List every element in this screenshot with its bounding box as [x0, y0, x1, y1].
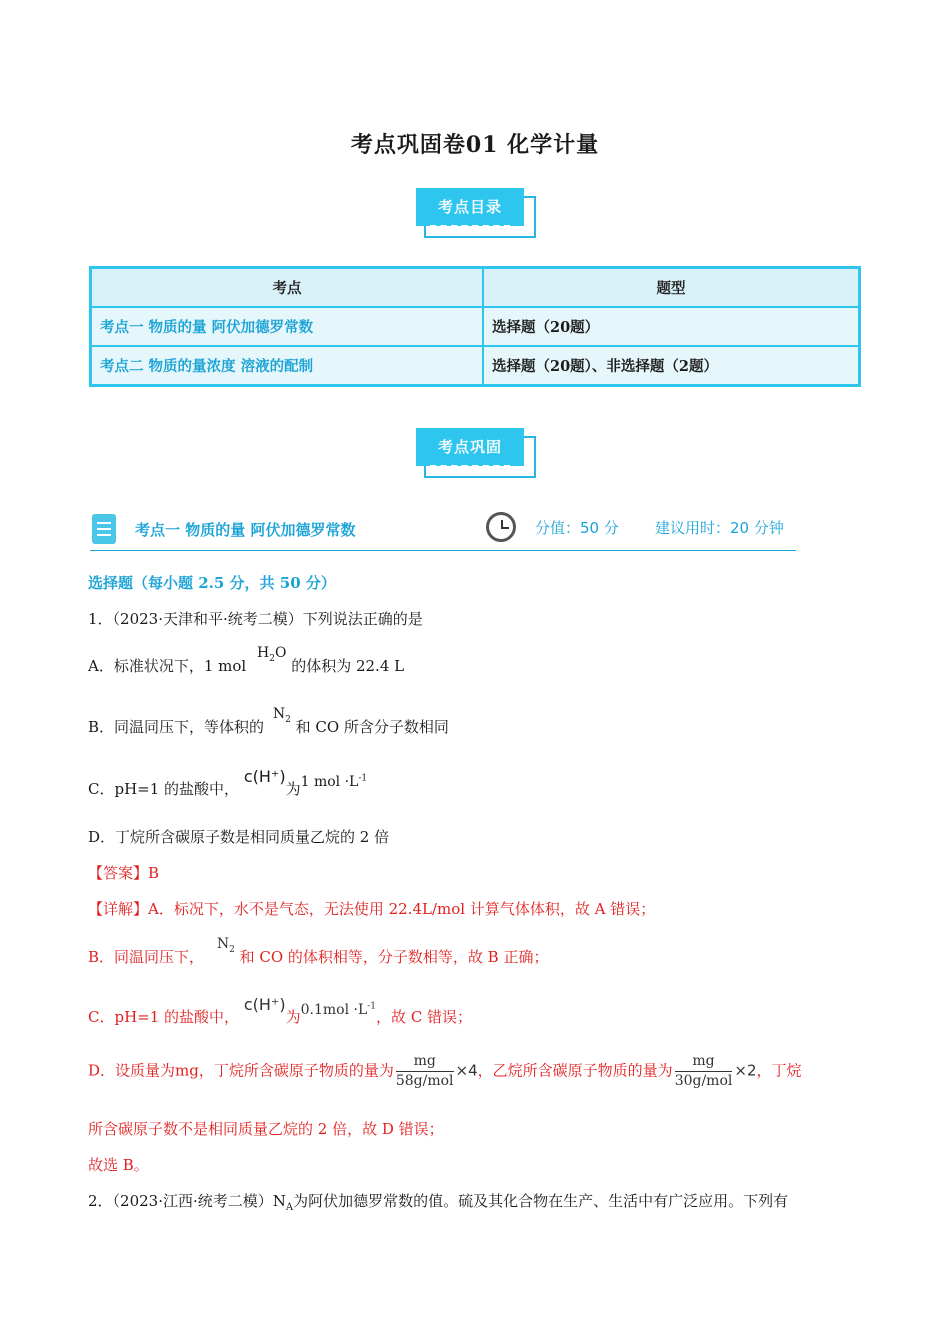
formula-n2 — [272, 706, 291, 725]
section-score: 分值：50 分 — [535, 519, 619, 537]
toc-badge-label: 考点目录 — [416, 188, 524, 226]
answer-label: 【答案】 — [88, 864, 149, 882]
detail-b-text: B．同温同压下， — [88, 948, 205, 966]
toc-header-type: 题型 — [483, 268, 860, 308]
toc-type: 选择题（20题）、非选择题（2题） — [483, 346, 860, 386]
note-icon — [92, 514, 116, 544]
toc-header-point: 考点 — [91, 268, 484, 308]
question-2-tail: 为阿伏加德罗常数的值。硫及其化合物在生产、生活中有广泛应用。下列有 — [293, 1192, 789, 1210]
formula-n2 — [216, 936, 235, 955]
question-2-text: 2．（2023·江西·统考二模）N — [88, 1192, 286, 1210]
section-header — [90, 510, 796, 551]
option-b-text: B．同温同压下，等体积的 — [88, 718, 265, 736]
toc-point: 考点一 物质的量 阿伏加德罗常数 — [91, 307, 484, 346]
formula-subscript: 2 — [229, 944, 235, 955]
option-d: D．丁烷所含碳原子数是相同质量乙烷的 2 倍 — [88, 828, 390, 846]
formula-value: 0.1mol ·L — [300, 1002, 368, 1018]
detail-c — [88, 995, 473, 1027]
detail-c-mid: 为 — [285, 1008, 301, 1026]
page-title: 考点巩固卷01 化学计量 — [350, 132, 600, 158]
detail-a — [88, 898, 655, 919]
detail-c-text: C．pH=1 的盐酸中， — [88, 1008, 240, 1026]
detail-d-text: D．设质量为mg，丁烷所含碳原子物质的量为 — [88, 1061, 394, 1080]
detail-d-text2: ，乙烷所含碳原子物质的量为 — [477, 1061, 673, 1080]
table-row — [91, 307, 860, 346]
table-row — [91, 346, 860, 386]
part-heading: 选择题（每小题 2.5 分，共 50 分） — [88, 574, 336, 592]
toc-point: 考点二 物质的量浓度 溶液的配制 — [91, 346, 484, 386]
formula-subscript: 2 — [269, 653, 275, 664]
section-title: 考点一 物质的量 阿伏加德罗常数 — [135, 521, 356, 539]
option-c-mid: 为 — [285, 780, 301, 798]
multiplier: ×4 — [455, 1061, 478, 1080]
question-1-stem: 1．（2023·天津和平·统考二模）下列说法正确的是 — [88, 610, 423, 628]
conclusion: 故选 B。 — [88, 1156, 149, 1174]
review-badge-label: 考点巩固 — [416, 428, 524, 466]
option-b-tail: 和 CO 所含分子数相同 — [295, 718, 449, 736]
section-time: 建议用时：20 分钟 — [655, 519, 784, 537]
detail-a-text: A．标况下，水不是气态，无法使用 22.4L/mol 计算气体体积，故 A 错误； — [148, 900, 656, 918]
toc-type: 选择题（20题） — [483, 307, 860, 346]
answer-value: B — [148, 864, 160, 882]
formula-subscript: 2 — [285, 714, 291, 725]
subscript-a: A — [285, 1202, 294, 1213]
formula-exponent: -1 — [367, 1001, 377, 1012]
detail-c-tail: ，故 C 错误； — [376, 1008, 473, 1026]
option-a-text: A．标准状况下，1 mol — [88, 657, 247, 675]
detail-d — [88, 1052, 863, 1091]
option-c-text: C．pH=1 的盐酸中， — [88, 780, 240, 798]
fraction-numerator: mg — [675, 1052, 733, 1072]
fraction-denominator: 58g/mol — [395, 1073, 454, 1089]
detail-d-text3: ，丁烷 — [756, 1061, 802, 1080]
formula-h2o — [256, 645, 287, 664]
multiplier: ×2 — [734, 1061, 757, 1080]
option-b — [88, 706, 449, 739]
detail-label: 【详解】 — [88, 900, 149, 918]
option-a-tail: 的体积为 22.4 L — [291, 657, 405, 675]
detail-d-continued: 所含碳原子数不是相同质量乙烷的 2 倍，故 D 错误； — [88, 1120, 444, 1138]
formula-c-h: c(H⁺) — [243, 995, 286, 1014]
detail-b — [88, 936, 549, 969]
question-2-stem — [88, 1190, 788, 1213]
toc-table — [89, 266, 861, 387]
fraction-ethane — [675, 1052, 733, 1091]
option-a — [88, 645, 405, 678]
detail-b-tail: 和 CO 的体积相等，分子数相等，故 B 正确； — [239, 948, 549, 966]
review-badge — [416, 428, 536, 478]
formula-h: H — [256, 645, 270, 661]
option-c — [88, 767, 368, 799]
toc-header-row — [91, 268, 860, 308]
formula-concentration — [301, 1002, 376, 1018]
formula-c-h: c(H⁺) — [243, 767, 286, 786]
fraction-numerator: mg — [396, 1052, 454, 1072]
formula-n: N — [216, 936, 230, 952]
toc-badge — [416, 188, 536, 238]
clock-icon — [486, 512, 516, 542]
formula-value: 1 mol ·L — [300, 774, 359, 790]
formula-n: N — [272, 706, 286, 722]
fraction-butane — [396, 1052, 454, 1091]
formula-o: O — [274, 645, 287, 661]
formula-concentration — [301, 774, 368, 790]
fraction-denominator: 30g/mol — [674, 1073, 733, 1089]
formula-exponent: -1 — [358, 773, 368, 784]
answer — [88, 862, 159, 883]
